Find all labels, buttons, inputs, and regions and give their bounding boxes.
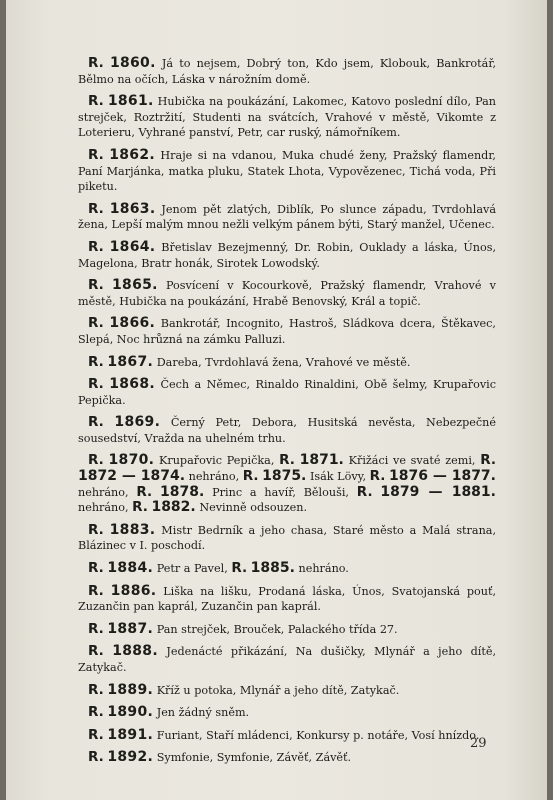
entry-year: 1865. xyxy=(111,277,158,294)
entry-plays: Furiant, Staří mládenci, Konkursy p. notáře, Vosí hnízdo. xyxy=(156,728,480,742)
entry-plays: Čech a Němec, Rinaldo Rinaldini, Obě šelmy, Krupařovic Pepička. xyxy=(78,378,496,407)
entry-year: 1867. xyxy=(107,353,154,370)
entry-year: 1886. xyxy=(110,582,157,599)
entry-prefix: R. xyxy=(132,499,148,516)
entry-prefix: R. xyxy=(88,643,104,660)
entry-year: 1878. xyxy=(160,483,205,500)
entry-year: 1860. xyxy=(109,55,156,71)
year-entry xyxy=(78,415,496,446)
entry-plays: Posvícení v Kocourkově, Pražský flamendr, Vrahové v městě, Hubička na poukázání, Hrabě Benovský, Král a topič. xyxy=(78,279,496,308)
year-entry xyxy=(78,622,496,638)
entry-prefix: R. xyxy=(88,93,104,110)
entry-year: 1879 — 1881. xyxy=(380,483,496,500)
entry-prefix: R. xyxy=(88,681,104,698)
year-entry xyxy=(78,453,496,515)
entry-prefix: R. xyxy=(88,582,104,599)
year-entry xyxy=(78,561,496,577)
entry-prefix: R. xyxy=(88,277,104,294)
entry-plays: Dareba, Tvrdohlavá žena, Vrahové ve městě. xyxy=(156,355,411,369)
entry-prefix: R. xyxy=(88,704,104,721)
year-entry xyxy=(78,750,496,766)
entry-year: 1869. xyxy=(114,414,161,431)
year-entry xyxy=(78,56,496,87)
entry-plays: Já to nejsem, Dobrý ton, Kdo jsem, Klobouk, Bankrotář, Bělmo na očích, Láska v nárožním domě. xyxy=(78,57,496,86)
entry-plays: Břetislav Bezejmenný, Dr. Robin, Ouklady a láska, Únos, Magelona, Bratr honák, Sirotek Lowodský. xyxy=(78,240,497,270)
entry-plays: Isák Lövy, xyxy=(309,470,367,484)
entry-year: 1889. xyxy=(107,681,154,698)
entry-plays: Hubička na poukázání, Lakomec, Katovo poslední dílo, Pan strejček, Roztržití, Studenti na svátcích, Vrahové v městě, Vikomte z Loterieru, Vyhrané panství, Petr, car ruský, námořníkem. xyxy=(78,95,496,140)
year-entry xyxy=(78,683,496,699)
entry-plays: Černý Petr, Debora, Husitská nevěsta, Nebezpečné sousedství, Vražda na uhelném trhu. xyxy=(78,416,496,445)
year-entry xyxy=(78,202,496,233)
entry-year: 1883. xyxy=(109,521,156,538)
entry-prefix: R. xyxy=(480,452,496,469)
year-entry xyxy=(78,148,496,195)
entry-year: 1884. xyxy=(107,560,154,577)
year-entry xyxy=(78,644,496,675)
entry-year: 1864. xyxy=(109,238,156,255)
entry-year: 1868. xyxy=(109,376,156,393)
entry-year: 1892. xyxy=(107,749,154,766)
entry-prefix: R. xyxy=(356,483,373,500)
entry-prefix: R. xyxy=(88,146,104,163)
entry-plays: Krupařovic Pepička, xyxy=(159,454,275,468)
entry-plays: Symfonie, Symfonie, Závěť, Závěť. xyxy=(156,751,352,765)
entry-plays: nehráno, xyxy=(78,485,129,499)
entry-prefix: R. xyxy=(231,560,248,577)
entry-plays: nehráno, xyxy=(188,470,240,484)
entry-plays: Pan strejček, Brouček, Palackého třída 27. xyxy=(156,622,398,636)
entry-prefix: R. xyxy=(88,55,104,71)
entry-year: 1866. xyxy=(109,315,156,332)
year-entry xyxy=(78,523,496,554)
entry-plays: Křižáci ve svaté zemi, xyxy=(348,454,476,468)
entry-year: 1891. xyxy=(107,726,154,743)
entry-plays: Princ a havíř, Bělouši, xyxy=(212,485,349,499)
year-entry xyxy=(78,377,496,408)
entry-year: 1887. xyxy=(107,620,154,637)
year-entry xyxy=(78,728,496,744)
year-entry xyxy=(78,94,496,141)
entry-plays: Mistr Bedrník a jeho chasa, Staré město a Malá strana, Blázinec v I. poschodí. xyxy=(78,523,497,553)
entry-year: 1871. xyxy=(299,452,344,469)
year-entry xyxy=(78,584,496,615)
entry-prefix: R. xyxy=(136,483,153,500)
entry-prefix: R. xyxy=(88,560,104,577)
entry-year: 1870. xyxy=(108,452,155,469)
entry-prefix: R. xyxy=(88,238,104,255)
entry-plays: Jenom pět zlatých, Diblík, Po slunce západu, Tvrdohlavá žena, Lepší malým mnou nežli velkým pánem býti, Starý manžel, Učenec. xyxy=(78,202,496,232)
entry-prefix: R. xyxy=(242,468,259,485)
entry-year: 1863. xyxy=(109,200,156,217)
entry-prefix: R. xyxy=(279,452,295,469)
entry-plays: Petr a Pavel, xyxy=(156,562,228,576)
entry-year: 1882. xyxy=(151,499,196,516)
entry-year: 1890. xyxy=(107,704,154,721)
year-entry xyxy=(78,316,496,347)
year-entry xyxy=(78,240,496,271)
entry-prefix: R. xyxy=(88,200,104,217)
entry-plays: Kříž u potoka, Mlynář a jeho dítě, Zatykač. xyxy=(156,683,400,697)
entry-prefix: R. xyxy=(88,315,104,332)
entry-prefix: R. xyxy=(369,468,386,485)
entry-prefix: R. xyxy=(88,521,104,538)
entry-year: 1872 — 1874. xyxy=(78,468,186,485)
entry-year: 1861. xyxy=(107,93,154,110)
entry-prefix: R. xyxy=(88,414,104,431)
entry-year: 1888. xyxy=(112,643,158,660)
entry-plays: nehráno. xyxy=(298,562,349,576)
entry-year: 1862. xyxy=(109,146,155,163)
entry-year: 1885. xyxy=(250,560,295,577)
entry-plays: Jedenácté přikázání, Na dušičky, Mlynář a jeho dítě, Zatykač. xyxy=(78,645,497,674)
entry-prefix: R. xyxy=(88,749,104,766)
entry-plays: Liška na lišku, Prodaná láska, Únos, Svatojanská pouť, Zuzančin pan kaprál, Zuzančin pan kaprál. xyxy=(78,584,497,614)
year-entry xyxy=(78,278,496,309)
entry-prefix: R. xyxy=(88,726,104,743)
entry-plays: Jen žádný sněm. xyxy=(156,706,250,720)
page-number: 29 xyxy=(470,736,487,751)
entry-prefix: R. xyxy=(88,620,104,637)
year-entry xyxy=(78,355,496,371)
entry-year: 1875. xyxy=(262,468,307,485)
entry-plays: nehráno, xyxy=(78,501,129,515)
entry-prefix: R. xyxy=(88,452,104,469)
entry-prefix: R. xyxy=(88,376,104,393)
repertoire-list xyxy=(78,56,496,773)
entry-prefix: R. xyxy=(88,353,104,370)
book-page xyxy=(6,0,547,800)
entry-plays: Hraje si na vdanou, Muka chudé ženy, Pražský flamendr, Paní Marjánka, matka pluku, Statek Lhota, Vypovězenec, Tichá voda, Při piketu. xyxy=(78,148,496,194)
year-entry xyxy=(78,705,496,721)
entry-plays: Bankrotář, Incognito, Hastroš, Sládkova dcera, Štěkavec, Slepá, Noc hrůzná na zámku Palluzi. xyxy=(78,317,496,346)
entry-year: 1876 — 1877. xyxy=(388,468,496,485)
entry-plays: Nevinně odsouzen. xyxy=(199,501,308,515)
